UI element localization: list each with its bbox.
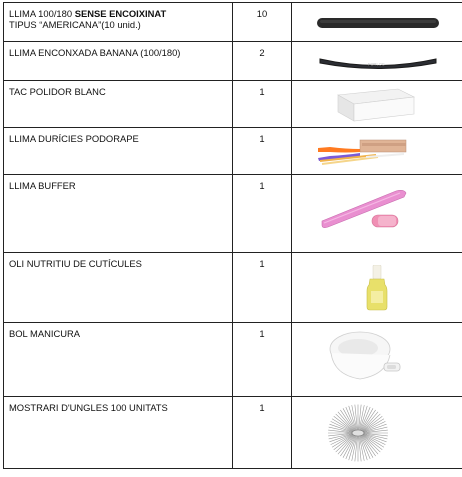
nail-swatch-fan-image (320, 402, 396, 464)
item-quantity: 1 (233, 253, 292, 323)
white-polish-block-image (336, 85, 416, 123)
item-image-cell (292, 175, 462, 253)
pink-buffer-file-image (320, 187, 410, 233)
item-image-cell (292, 42, 462, 81)
table-row (4, 3, 462, 42)
item-name: BOL MANICURA (4, 323, 233, 397)
item-image-cell (292, 128, 462, 175)
item-name-line2: TIPUS “AMERICANA”(10 unid.) (9, 19, 141, 30)
item-name: OLI NUTRITIU DE CUTÍCULES (4, 253, 233, 323)
table-row (4, 128, 462, 175)
item-name: LLIMA ENCONXADA BANANA (100/180) (4, 42, 233, 81)
item-image-cell (292, 323, 462, 397)
product-list (3, 2, 457, 472)
item-name: MOSTRARI D'UNGLES 100 UNITATS (4, 397, 233, 469)
table-row (4, 253, 462, 323)
item-quantity: 1 (233, 175, 292, 253)
table-row (4, 323, 462, 397)
product-table (3, 2, 462, 469)
brand-text: FORLOC (368, 61, 385, 67)
item-quantity: 1 (233, 128, 292, 175)
foot-callus-file-image (316, 137, 408, 167)
item-name-bold: SENSE ENCOIXINAT (74, 8, 167, 19)
item-image-cell (292, 397, 462, 469)
item-image-cell (292, 81, 462, 128)
item-image-cell (292, 3, 462, 42)
item-quantity: 2 (233, 42, 292, 81)
item-image-cell (292, 253, 462, 323)
item-name-prefix: LLIMA 100/180 (9, 8, 75, 19)
item-quantity: 10 (233, 3, 292, 42)
item-name: LLIMA BUFFER (4, 175, 233, 253)
item-quantity: 1 (233, 81, 292, 128)
table-row (4, 81, 462, 128)
item-name: LLIMA DURÍCIES PODORAPE (4, 128, 233, 175)
black-nail-file-image (316, 15, 440, 31)
item-name (4, 3, 233, 42)
table-row (4, 175, 462, 253)
table-row (4, 397, 462, 469)
item-quantity: 1 (233, 397, 292, 469)
cuticle-oil-bottle-image (365, 265, 389, 311)
table-row (4, 42, 462, 81)
item-quantity: 1 (233, 323, 292, 397)
manicure-bowl-image (328, 329, 404, 383)
item-name: TAC POLIDOR BLANC (4, 81, 233, 128)
curved-banana-file-image (318, 52, 438, 72)
